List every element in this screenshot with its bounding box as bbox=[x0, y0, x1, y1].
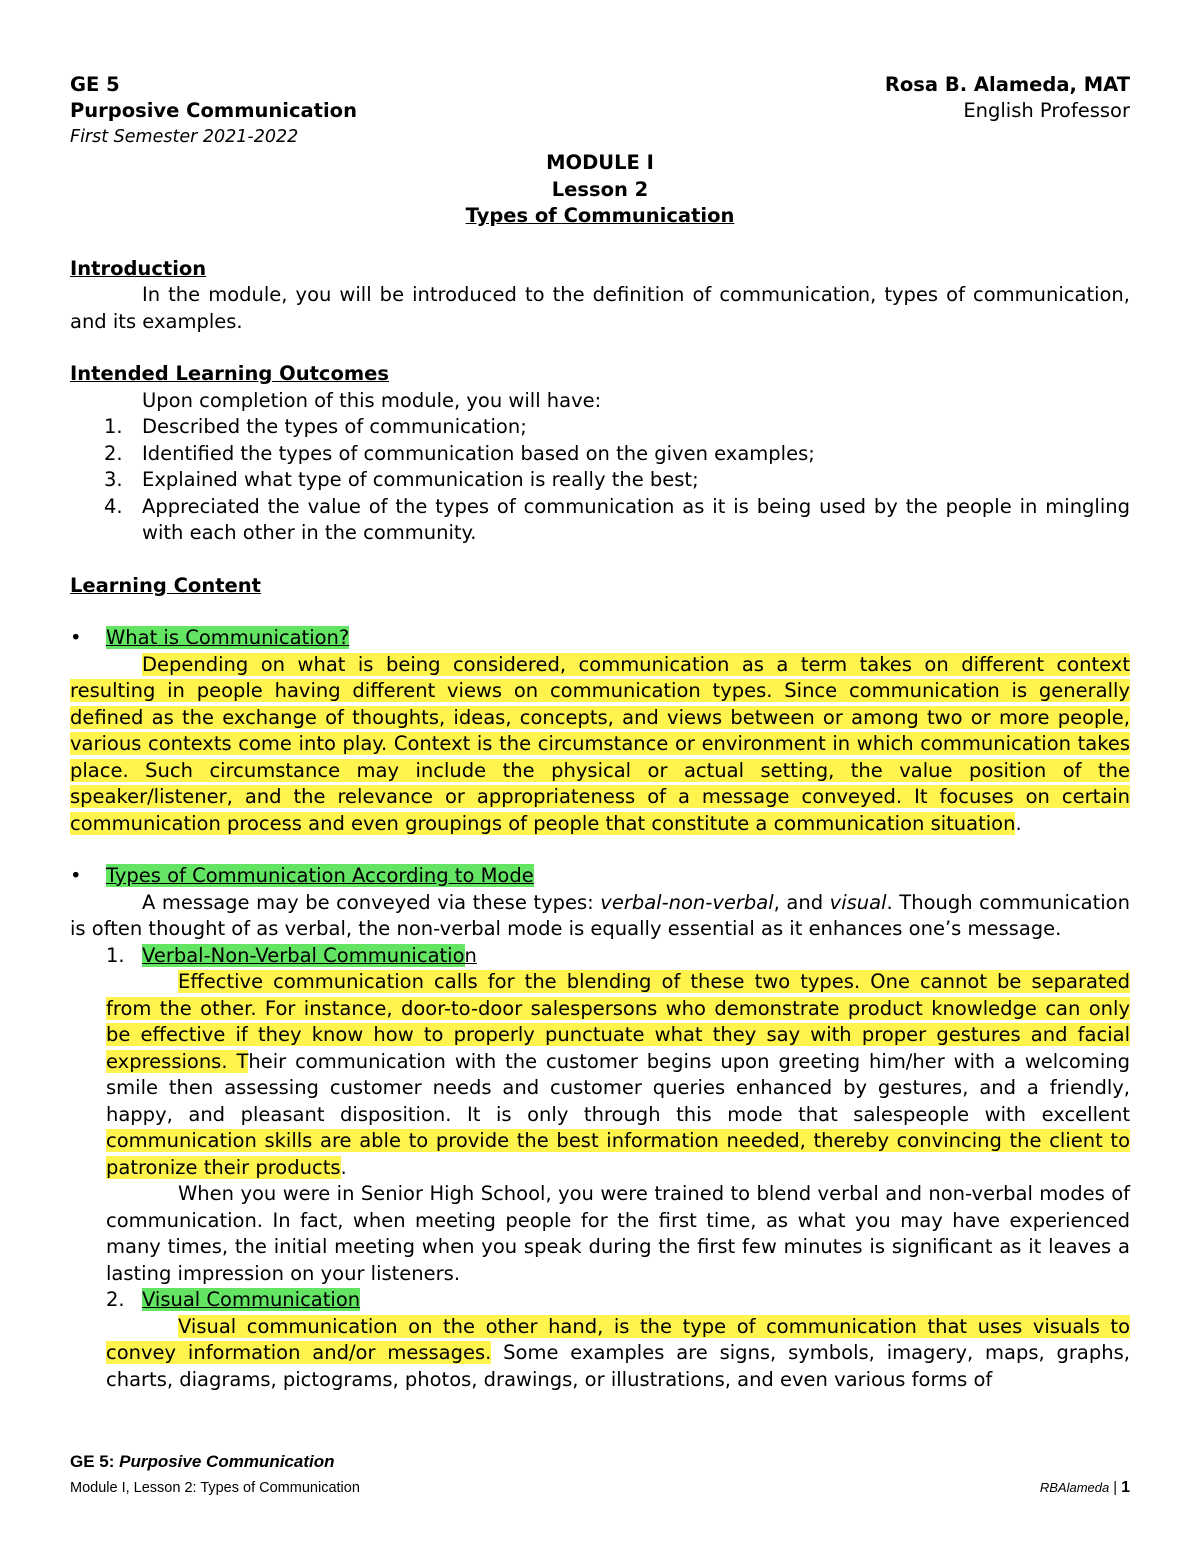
subsection-title-row bbox=[106, 943, 1130, 970]
lesson-title: Types of Communication bbox=[465, 204, 735, 227]
document-page bbox=[70, 72, 1130, 1393]
list-text: Explained what type of communication is really the best; bbox=[142, 468, 699, 491]
list-number: 4. bbox=[104, 494, 123, 518]
subheading-verbal-non-verbal: Verbal-Non-Verbal Communicatio bbox=[142, 943, 465, 967]
verbal-non-verbal-paragraph bbox=[106, 969, 1130, 1181]
text-run: A message may be conveyed via these types: bbox=[142, 890, 601, 914]
list-item bbox=[70, 414, 1130, 441]
header-left bbox=[70, 72, 357, 150]
spacer bbox=[70, 230, 1130, 256]
introduction-section bbox=[70, 256, 1130, 336]
outcomes-section bbox=[70, 361, 1130, 547]
spacer bbox=[70, 837, 1130, 863]
text-run-italic: visual bbox=[829, 890, 887, 914]
subheading-tail: n bbox=[464, 943, 477, 967]
outcomes-list bbox=[70, 414, 1130, 547]
list-number: 1. bbox=[104, 415, 123, 438]
footer-right bbox=[1040, 1476, 1130, 1500]
list-number: 3. bbox=[104, 468, 123, 491]
footer-author: RBAlameda bbox=[1039, 1480, 1110, 1495]
lesson-label: Lesson 2 bbox=[551, 177, 649, 201]
list-text: Identified the types of communication based on the given examples; bbox=[142, 441, 815, 465]
list-item bbox=[70, 494, 1130, 547]
subsection-title-row bbox=[106, 1287, 1130, 1314]
footer-line bbox=[70, 1476, 1130, 1500]
learning-content-section bbox=[70, 573, 1130, 1394]
semester: First Semester 2021-2022 bbox=[70, 127, 299, 147]
plain-text: heir communication with the customer begins upon greeting him/her with a welcoming smile then assessing customer needs and customer queries enhanced by gestures, and a friendly, happy, and pleasant disposition. It is only through this mode that salespeople with excellent bbox=[106, 1049, 1131, 1126]
course-title: Purposive Communication bbox=[70, 99, 357, 122]
text-run-italic: verbal-non-verbal bbox=[600, 890, 774, 914]
spacer bbox=[70, 599, 1130, 625]
bullet-icon: • bbox=[70, 626, 82, 649]
types-by-mode-paragraph bbox=[70, 890, 1130, 943]
paragraph-end: . bbox=[340, 1155, 347, 1179]
list-number: 2. bbox=[106, 1288, 125, 1311]
course-code: GE 5 bbox=[70, 73, 120, 96]
page-header bbox=[70, 72, 1130, 150]
list-number: 1. bbox=[106, 943, 125, 967]
module-heading bbox=[70, 150, 1130, 230]
author-title: English Professor bbox=[963, 99, 1130, 122]
bullet-icon: • bbox=[70, 864, 82, 887]
what-is-communication-paragraph bbox=[70, 652, 1130, 838]
list-text: Described the types of communication; bbox=[142, 415, 527, 438]
footer-course bbox=[70, 1450, 1130, 1474]
footer-course-title: Purposive Communication bbox=[119, 1452, 335, 1471]
text-run: , and bbox=[773, 890, 830, 914]
highlighted-text: Effective communication calls for the blending of these two types. One cannot be separated from the other. For instance, door-to-door salespersons who demonstrate product knowledge can only be effective if they know how to properly punctuate what they say with proper gestures and facial expressions. T bbox=[106, 970, 1130, 1073]
list-item bbox=[70, 441, 1130, 468]
highlighted-text: communication skills are able to provide the best information needed, thereby convincing the client to patronize their products bbox=[106, 1129, 1130, 1179]
senior-high-paragraph: When you were in Senior High School, you were trained to blend verbal and non-verbal modes of communication. In fact, when meeting people for the first time, as what you may have experienced many times, the initial meeting when you speak during the first few minutes is significant as it leaves a lasting impression on your listeners. bbox=[106, 1182, 1130, 1285]
paragraph-end: . bbox=[1015, 811, 1022, 835]
subheading-types-by-mode: Types of Communication According to Mode bbox=[106, 864, 534, 887]
subheading-what-is-communication: What is Communication? bbox=[106, 626, 350, 649]
highlighted-text: Depending on what is being considered, communication as a term takes on different context resulting in people having different views on communication types. Since communication is generally defined as the exchange of thoughts, ideas, concepts, and views between or among two or more people, various contexts come into play. Context is the circumstance or environment in which communication takes place. Such circumstance may include the physical or actual setting, the value position of the speaker/listener, and the relevance or appropriateness of a message conveyed. It focuses on certain communication process and even groupings of people that constitute a communication situation bbox=[70, 652, 1130, 835]
footer-module-line: Module I, Lesson 2: Types of Communication bbox=[70, 1480, 360, 1496]
footer-course-code: GE 5: bbox=[70, 1452, 120, 1471]
footer-separator: | bbox=[1113, 1480, 1118, 1496]
text-run: . Though communication is often thought of as verbal, the non-verbal mode is equally essential as it enhances one’s message. bbox=[70, 890, 1130, 940]
module-label: MODULE I bbox=[546, 151, 654, 174]
subsection-verbal-non-verbal bbox=[70, 943, 1130, 1394]
learning-content-heading: Learning Content bbox=[70, 573, 261, 597]
outcomes-heading: Intended Learning Outcomes bbox=[70, 362, 390, 385]
list-text: Appreciated the value of the types of communication as it is being used by the people in mingling with each other in the community. bbox=[142, 494, 1130, 544]
page-footer bbox=[70, 1450, 1130, 1500]
subheading-visual-communication: Visual Communication bbox=[142, 1288, 361, 1311]
plain-text: Some examples are signs, symbols, imagery, maps, graphs, charts, diagrams, pictograms, photos, drawings, or illustrations, and even various forms of bbox=[106, 1341, 1130, 1391]
spacer bbox=[70, 547, 1130, 573]
section-what-is-communication bbox=[70, 625, 1130, 652]
introduction-text: In the module, you will be introduced to the definition of communication, types of communication, and its examples. bbox=[70, 283, 1130, 333]
list-item bbox=[70, 467, 1130, 494]
outcomes-lead: Upon completion of this module, you will have: bbox=[142, 388, 602, 412]
visual-communication-paragraph bbox=[106, 1314, 1130, 1394]
author-name: Rosa B. Alameda, MAT bbox=[884, 73, 1130, 96]
header-right bbox=[885, 72, 1130, 124]
section-types-by-mode bbox=[70, 863, 1130, 890]
list-number: 2. bbox=[104, 441, 123, 465]
page-number: 1 bbox=[1121, 1479, 1130, 1496]
introduction-heading: Introduction bbox=[70, 256, 207, 280]
spacer bbox=[70, 335, 1130, 361]
highlighted-text: Visual communication on the other hand, is the type of communication that uses visuals to convey information and/or messages. bbox=[106, 1314, 1130, 1364]
